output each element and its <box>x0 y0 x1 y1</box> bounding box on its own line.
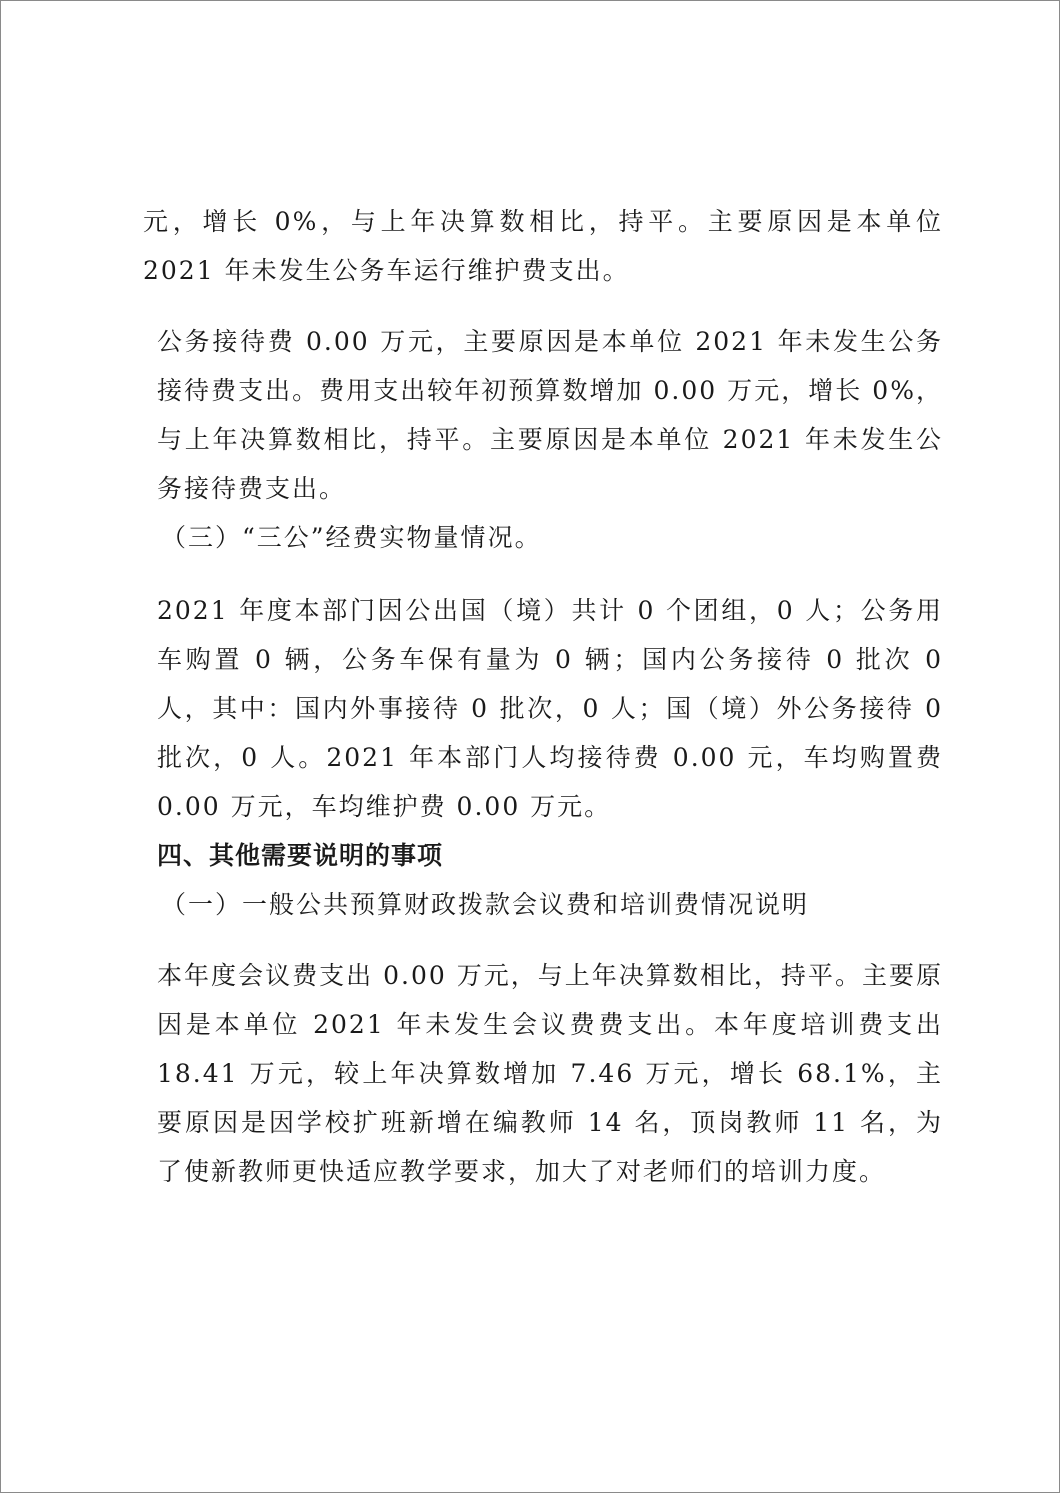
paragraph-vehicle-maintenance: 元，增长 0%，与上年决算数相比，持平。主要原因是本单位2021 年未发生公务车运行维护费支出。 <box>143 207 943 285</box>
document-body <box>143 197 943 1196</box>
paragraph-reception-expenses: 公务接待费 0.00 万元，主要原因是本单位 2021 年未发生公务接待费支出。费用支出较年初预算数增加 0.00 万元，增长 0%，与上年决算数相比，持平。主要原因是本单位 2021 年未发生公务接待费支出。 <box>157 327 943 503</box>
heading-meeting-training: （一）一般公共预算财政拨款会议费和培训费情况说明 <box>161 890 810 919</box>
paragraph-physical-quantity: 2021 年度本部门因公出国（境）共计 0 个团组，0 人；公务用车购置 0 辆，公务车保有量为 0 辆；国内公务接待 0 批次 0 人，其中：国内外事接待 0 批次，0 人；国（境）外公务接待 0 批次，0 人。2021 年本部门人均接待费 0.00 元，车均购置费 0.00 万元，车均维护费 0.00 万元。 <box>157 596 943 821</box>
paragraph-meeting-training: 本年度会议费支出 0.00 万元，与上年决算数相比，持平。主要原因是本单位 2021 年未发生会议费费支出。本年度培训费支出 18.41 万元，较上年决算数增加 7.46 万元，增长 68.1%，主要原因是因学校扩班新增在编教师 14 名，顶岗教师 11 名，为了使新教师更快适应教学要求，加大了对老师们的培训力度。 <box>157 961 943 1186</box>
heading-physical-quantity: （三）“三公”经费实物量情况。 <box>161 523 542 552</box>
heading-other-matters: 四、其他需要说明的事项 <box>157 841 444 870</box>
